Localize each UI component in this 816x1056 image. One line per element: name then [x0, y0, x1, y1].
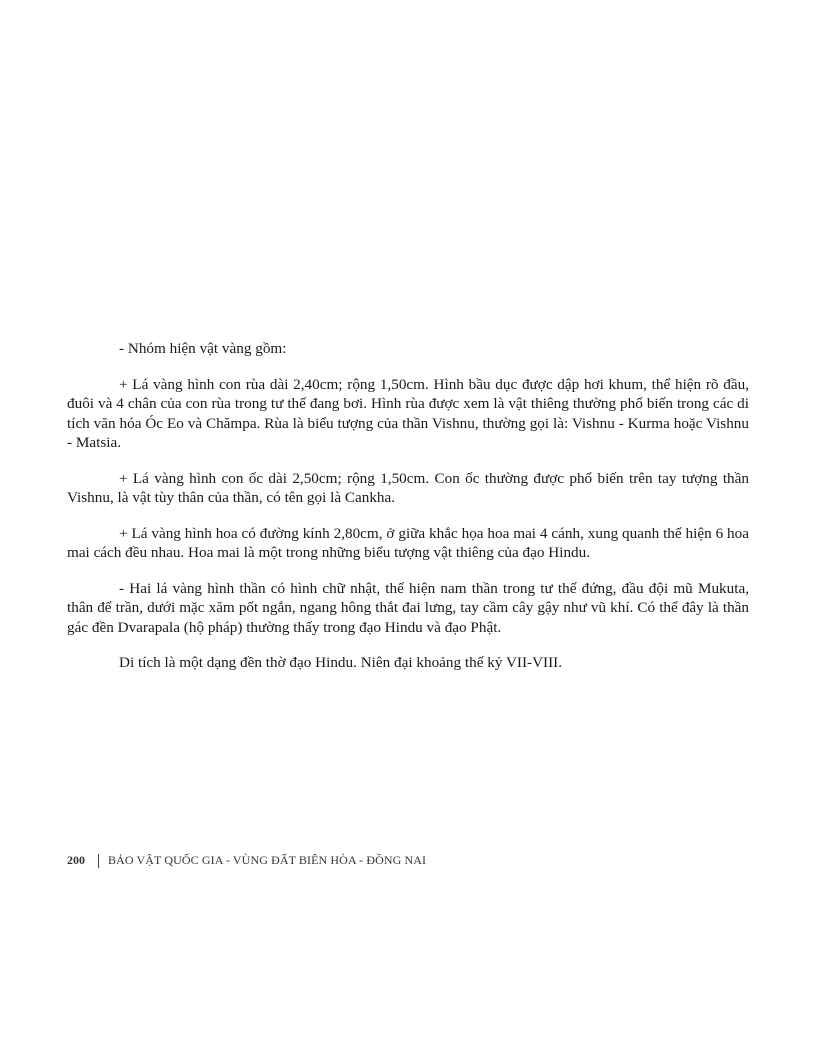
- footer-divider: [98, 854, 99, 868]
- paragraph-turtle-leaf: + Lá vàng hình con rùa dài 2,40cm; rộng 1,50cm. Hình bầu dục được dập hơi khum, thể hiện rõ đầu, đuôi và 4 chân của con rùa trong tư thế đang bơi. Hình rùa được xem là vật thiêng thường phổ biến trong các di tích văn hóa Óc Eo và Chămpa. Rùa là biểu tượng của thần Vishnu, thường gọi là: Vishnu - Kurma hoặc Vishnu - Matsia.: [67, 375, 749, 451]
- page-footer: [67, 853, 426, 868]
- paragraph-deity-leaves: - Hai lá vàng hình thần có hình chữ nhật, thể hiện nam thần trong tư thế đứng, đầu đội mũ Mukuta, thân để trần, dưới mặc xăm pốt ngắn, ngang hông thắt đai lưng, tay cầm cây gậy như vũ khí. Có thể đây là thần gác đền Dvarapala (hộ pháp) thường thấy trong đạo Hindu và đạo Phật.: [67, 579, 749, 636]
- paragraph-gold-artifacts-intro: - Nhóm hiện vật vàng gồm:: [119, 340, 287, 357]
- paragraph-flower-leaf: + Lá vàng hình hoa có đường kính 2,80cm, ở giữa khắc họa hoa mai 4 cánh, xung quanh thể hiện 6 hoa mai cách đều nhau. Hoa mai là một trong những biểu tượng vật thiêng của đạo Hindu.: [67, 524, 749, 561]
- paragraph-site-dating: Di tích là một dạng đền thờ đạo Hindu. Niên đại khoảng thế kỷ VII-VIII.: [119, 654, 563, 671]
- body-text: [67, 339, 749, 689]
- page-number: 200: [67, 853, 85, 867]
- running-title: BẢO VẬT QUỐC GIA - VÙNG ĐẤT BIÊN HÒA - ĐỒNG NAI: [108, 853, 427, 867]
- paragraph-snail-leaf: + Lá vàng hình con ốc dài 2,50cm; rộng 1,50cm. Con ốc thường được phổ biến trên tay tượng thần Vishnu, là vật tùy thân của thần, có tên gọi là Cankha.: [67, 469, 749, 506]
